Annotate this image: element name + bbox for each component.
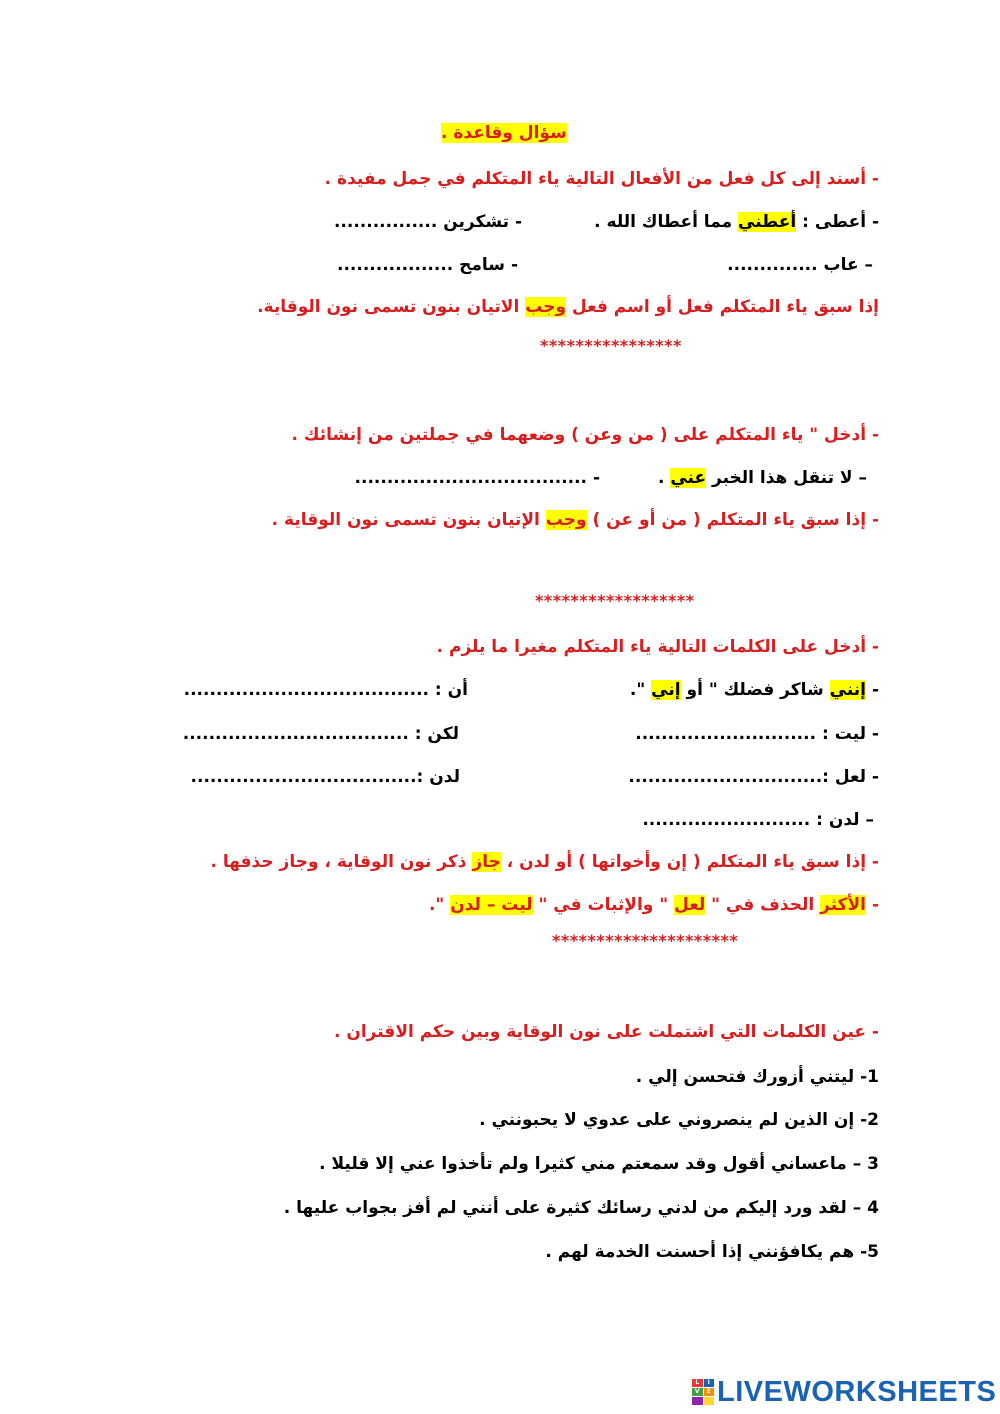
answer-field-sentence[interactable]: - .................................... [354, 468, 600, 488]
section2-rule: - إذا سبق ياء المتكلم ( من أو عن ) وجب الإتيان بنون تسمى نون الوقاية . [271, 510, 879, 530]
section4-instruction: - عين الكلمات التي اشتملت على نون الوقاية وبين حكم الاقتران . [333, 1022, 879, 1042]
exercise-item: 1- ليتني أزورك فتحسن إلي . [635, 1067, 879, 1087]
exercise-item: 2- إن الذين لم ينصروني على عدوي لا يحبونني . [479, 1110, 879, 1130]
answer-field-laalla[interactable]: - لعل :.............................. [628, 767, 879, 787]
answer-field-aab[interactable]: – عاب .............. [727, 255, 873, 275]
exercise-item: 4 – لقد ورد إليكم من لدني رسائك كثيرة على أنني لم أفز بجواب عليها . [283, 1198, 879, 1218]
liveworksheets-logo[interactable] [692, 1372, 996, 1412]
separator-stars: **************** [540, 336, 682, 355]
answer-field-ladun-left[interactable]: لدن :................................... [190, 767, 460, 787]
section2-instruction: - أدخل " ياء المتكلم على ( من وعن ) وضعهما في جملتين من إنشائك . [291, 425, 879, 445]
section3-instruction: - أدخل على الكلمات التالية ياء المتكلم مغيرا ما يلزم . [436, 637, 879, 657]
section1-instruction: - أسند إلى كل فعل من الأفعال التالية ياء المتكلم في جمل مفيدة . [324, 169, 879, 189]
section2-example: – لا تنقل هذا الخبر عني . [657, 468, 867, 488]
section1-example-row: - أعطى : أعطني مما أعطاك الله . [594, 212, 879, 232]
exercise-item: 3 – ماعساني أقول وقد سمعتم مني كثيرا ولم تأخذوا عني إلا قليلا . [319, 1154, 879, 1174]
highlighted-word: أعطني [738, 212, 797, 232]
page-title: سؤال وقاعدة . [441, 123, 567, 143]
logo-mark-icon: L I V E [692, 1379, 714, 1405]
answer-field-ladun[interactable]: – لدن : .......................... [642, 810, 874, 830]
answer-field-layta[interactable]: - ليت : ............................ [635, 724, 879, 744]
section3-example: - إنني شاكر فضلك " أو إني ". [629, 680, 879, 700]
section1-rule: إذا سبق ياء المتكلم فعل أو اسم فعل وجب الاتيان بنون تسمى نون الوقاية. [257, 297, 879, 317]
answer-field-samih[interactable]: - سامح .................. [336, 255, 518, 275]
exercise-item: 5- هم يكافؤنني إذا أحسنت الخدمة لهم . [545, 1242, 879, 1262]
answer-field-an[interactable]: أن : ...................................... [183, 680, 468, 700]
section3-rule1: - إذا سبق ياء المتكلم ( إن وأخواتها ) أو لدن ، جاز ذكر نون الوقاية ، وجاز حذفها . [210, 852, 879, 872]
answer-field-lakin[interactable]: لكن : ................................... [182, 724, 459, 744]
answer-field-tashkurin[interactable]: - تشكرين ................ [333, 212, 522, 232]
separator-stars: ****************** [535, 591, 695, 610]
brand-name: LIVEWORKSHEETS [717, 1375, 997, 1408]
section3-rule2: - الأكثر الحذف في " لعل " والإثبات في " ليت – لدن ". [428, 895, 879, 915]
separator-stars: ********************* [552, 931, 739, 950]
